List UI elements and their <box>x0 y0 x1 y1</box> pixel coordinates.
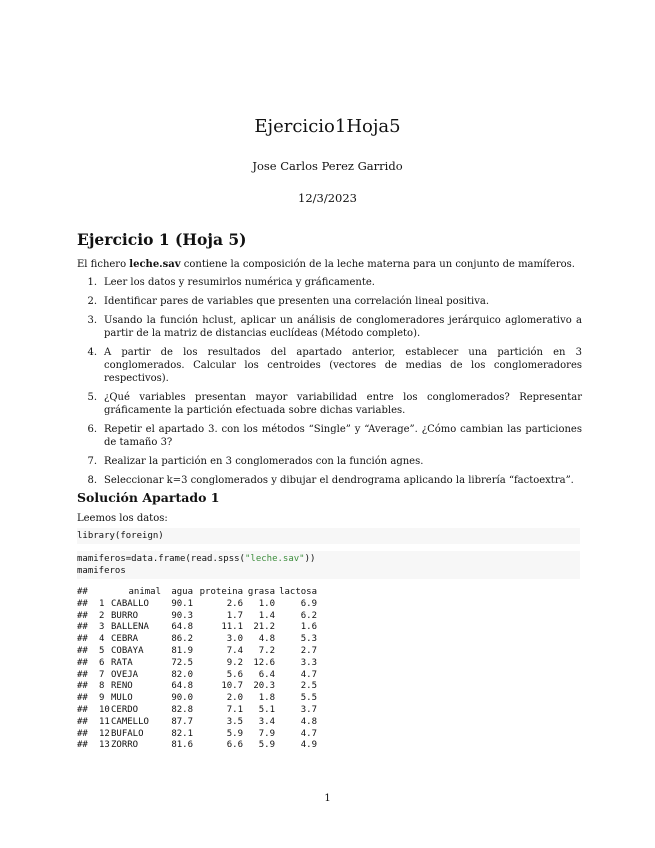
table-cell: 1.6 <box>300 622 317 633</box>
table-cell: 82.8 <box>171 704 193 715</box>
table-cell: 9.2 <box>226 657 243 668</box>
table-cell: BALLENA <box>111 622 149 633</box>
document-author: Jose Carlos Perez Garrido <box>252 159 403 173</box>
table-cell: CAMELLO <box>111 716 149 727</box>
solution-heading: Solución Apartado 1 <box>77 490 220 505</box>
table-header-row <box>77 587 317 599</box>
table-row <box>77 681 317 693</box>
table-cell: 4.8 <box>258 634 275 645</box>
output-table <box>77 587 317 752</box>
document-title: Ejercicio1Hoja5 <box>254 116 401 137</box>
table-cell: 10 <box>99 704 110 715</box>
table-cell: ## <box>77 740 88 751</box>
table-cell: 10.7 <box>221 681 243 692</box>
table-row <box>77 634 317 646</box>
task-text: Identificar pares de variables que presenten una correlación lineal positiva. <box>104 296 490 307</box>
output-block <box>77 587 317 752</box>
table-cell: 3.4 <box>258 716 275 727</box>
table-cell <box>99 587 111 599</box>
task-text: A partir de los resultados del apartado anterior, establecer una partición en 3 conglomerados. Calcular los centroides (vectores de medias de los conglomeradores respectivos). <box>104 347 582 384</box>
table-cell: 3.5 <box>226 716 243 727</box>
table-row <box>77 670 317 682</box>
table-cell: 4.7 <box>300 669 317 680</box>
table-cell: 1.8 <box>258 693 275 704</box>
table-cell: 81.9 <box>171 645 193 656</box>
table-cell: 6.4 <box>258 669 275 680</box>
table-cell: 81.6 <box>171 740 193 751</box>
task-number: 7. <box>87 456 97 467</box>
table-cell: 7.9 <box>258 728 275 739</box>
table-cell: grasa <box>247 587 275 597</box>
table-cell: RENO <box>111 681 133 692</box>
table-row <box>77 658 317 670</box>
table-cell: 21.2 <box>253 622 275 633</box>
table-cell: 3.0 <box>226 634 243 645</box>
table-cell: 4.8 <box>300 716 317 727</box>
document-date: 12/3/2023 <box>298 191 357 205</box>
task-item <box>77 346 582 385</box>
task-item <box>77 455 582 468</box>
table-cell: ## <box>77 610 88 621</box>
table-row <box>77 717 317 729</box>
task-number: 1. <box>87 277 97 288</box>
table-cell: 5.3 <box>300 634 317 645</box>
table-cell: agua <box>171 587 193 597</box>
table-cell: 86.2 <box>171 634 193 645</box>
table-cell: 6.2 <box>300 610 317 621</box>
intro-text-after: contiene la composición de la leche materna para un conjunto de mamíferos. <box>180 259 575 270</box>
code-line <box>77 553 580 565</box>
table-cell: 20.3 <box>253 681 275 692</box>
table-cell: 90.1 <box>171 598 193 609</box>
table-cell: 5.5 <box>300 693 317 704</box>
section-heading: Ejercicio 1 (Hoja 5) <box>77 230 247 249</box>
intro-text-before: El fichero <box>77 259 130 270</box>
table-cell: 72.5 <box>171 657 193 668</box>
table-cell: 2.6 <box>226 598 243 609</box>
table-cell: 4.7 <box>300 728 317 739</box>
table-cell: 2.7 <box>300 645 317 656</box>
table-cell: 12.6 <box>253 657 275 668</box>
table-cell: 2 <box>99 610 105 621</box>
table-cell: proteina <box>199 587 243 597</box>
task-text: Seleccionar k=3 conglomerados y dibujar el dendrograma aplicando la librería “factoextra”. <box>104 475 574 486</box>
task-text: Repetir el apartado 3. con los métodos “Single” y “Average”. ¿Cómo cambian las particiones de tamaño 3? <box>104 424 582 448</box>
table-cell: MULO <box>111 693 133 704</box>
table-cell: BURRO <box>111 610 139 621</box>
task-item <box>77 423 582 449</box>
table-cell: 7.2 <box>258 645 275 656</box>
table-cell: 3.3 <box>300 657 317 668</box>
table-cell: 7 <box>99 669 105 680</box>
code-block-library <box>77 528 580 544</box>
table-cell: ## <box>77 704 88 715</box>
table-cell: 6 <box>99 657 105 668</box>
table-cell: 1 <box>99 598 105 609</box>
page-number: 1 <box>324 793 331 804</box>
table-cell: ## <box>77 587 88 597</box>
table-cell: lactosa <box>279 587 317 597</box>
table-cell: 64.8 <box>171 681 193 692</box>
table-cell: 5.1 <box>258 704 275 715</box>
table-cell: ## <box>77 693 88 704</box>
table-cell: ## <box>77 622 88 633</box>
table-cell: 4.9 <box>300 740 317 751</box>
table-cell: 7.4 <box>226 645 243 656</box>
code-call-end: )) <box>304 554 316 564</box>
table-cell: 1.4 <box>258 610 275 621</box>
task-number: 3. <box>87 315 97 326</box>
task-item <box>77 314 582 340</box>
table-cell: 90.0 <box>171 693 193 704</box>
table-cell: ## <box>77 657 88 668</box>
table-cell: ## <box>77 728 88 739</box>
code-block-read-data <box>77 551 580 579</box>
table-row <box>77 705 317 717</box>
task-number: 5. <box>87 392 97 403</box>
task-item <box>77 391 582 417</box>
table-cell: 5.6 <box>226 669 243 680</box>
table-cell: 90.3 <box>171 610 193 621</box>
task-item <box>77 474 582 487</box>
table-cell: 11 <box>99 716 110 727</box>
table-cell: 3 <box>99 622 105 633</box>
task-text: Realizar la partición en 3 conglomerados con la función agnes. <box>104 456 424 467</box>
code-call: mamiferos=data.frame(read.spss( <box>77 554 245 564</box>
task-item <box>77 276 582 289</box>
table-cell: ## <box>77 669 88 680</box>
table-row <box>77 611 317 623</box>
table-row <box>77 740 317 752</box>
table-cell: 1.7 <box>226 610 243 621</box>
code-line: library(foreign) <box>77 531 164 541</box>
table-cell: ## <box>77 681 88 692</box>
table-cell: 7.1 <box>226 704 243 715</box>
intro-file-name: leche.sav <box>129 259 181 270</box>
table-row <box>77 622 317 634</box>
table-row <box>77 599 317 611</box>
table-cell: 2.5 <box>300 681 317 692</box>
table-cell: CEBRA <box>111 634 139 645</box>
table-cell: 87.7 <box>171 716 193 727</box>
read-text: Leemos los datos: <box>77 513 168 524</box>
table-cell: 5 <box>99 645 105 656</box>
task-number: 6. <box>87 424 97 435</box>
table-cell: ## <box>77 716 88 727</box>
table-cell: CERDO <box>111 704 139 715</box>
table-cell: 6.9 <box>300 598 317 609</box>
task-number: 2. <box>87 296 97 307</box>
table-cell: 82.1 <box>171 728 193 739</box>
table-cell: 5.9 <box>226 728 243 739</box>
table-cell: 82.0 <box>171 669 193 680</box>
table-cell: 11.1 <box>221 622 243 633</box>
table-cell: BUFALO <box>111 728 144 739</box>
task-list <box>77 276 582 493</box>
table-row <box>77 729 317 741</box>
table-cell: 6.6 <box>226 740 243 751</box>
table-cell: ## <box>77 645 88 656</box>
table-cell: 64.8 <box>171 622 193 633</box>
task-item <box>77 295 582 308</box>
table-row <box>77 693 317 705</box>
table-cell: 2.0 <box>226 693 243 704</box>
task-text: ¿Qué variables presentan mayor variabilidad entre los conglomerados? Representar gráficamente la partición efectuada sobre dichas variables. <box>104 392 582 416</box>
table-cell: CABALLO <box>111 598 149 609</box>
table-cell: 5.9 <box>258 740 275 751</box>
table-cell: OVEJA <box>111 669 139 680</box>
table-cell: 13 <box>99 740 110 751</box>
code-line: mamiferos <box>77 566 126 576</box>
table-cell: COBAYA <box>111 645 144 656</box>
table-cell: 4 <box>99 634 105 645</box>
table-cell: RATA <box>111 657 133 668</box>
task-number: 4. <box>87 347 97 358</box>
table-cell: 8 <box>99 681 105 692</box>
table-cell: ## <box>77 634 88 645</box>
table-cell: animal <box>128 587 161 597</box>
intro-paragraph <box>77 258 582 271</box>
table-cell: 1.0 <box>258 598 275 609</box>
code-string: "leche.sav" <box>244 554 305 564</box>
table-cell: ZORRO <box>111 740 139 751</box>
task-text: Usando la función hclust, aplicar un análisis de conglomeradores jerárquico aglomerativo a partir de la matriz de distancias euclídeas (Método completo). <box>104 315 582 339</box>
table-row <box>77 646 317 658</box>
table-cell: ## <box>77 598 88 609</box>
table-cell: 12 <box>99 728 110 739</box>
task-text: Leer los datos y resumirlos numérica y gráficamente. <box>104 277 375 288</box>
table-cell: 9 <box>99 693 105 704</box>
task-number: 8. <box>87 475 97 486</box>
table-cell: 3.7 <box>300 704 317 715</box>
